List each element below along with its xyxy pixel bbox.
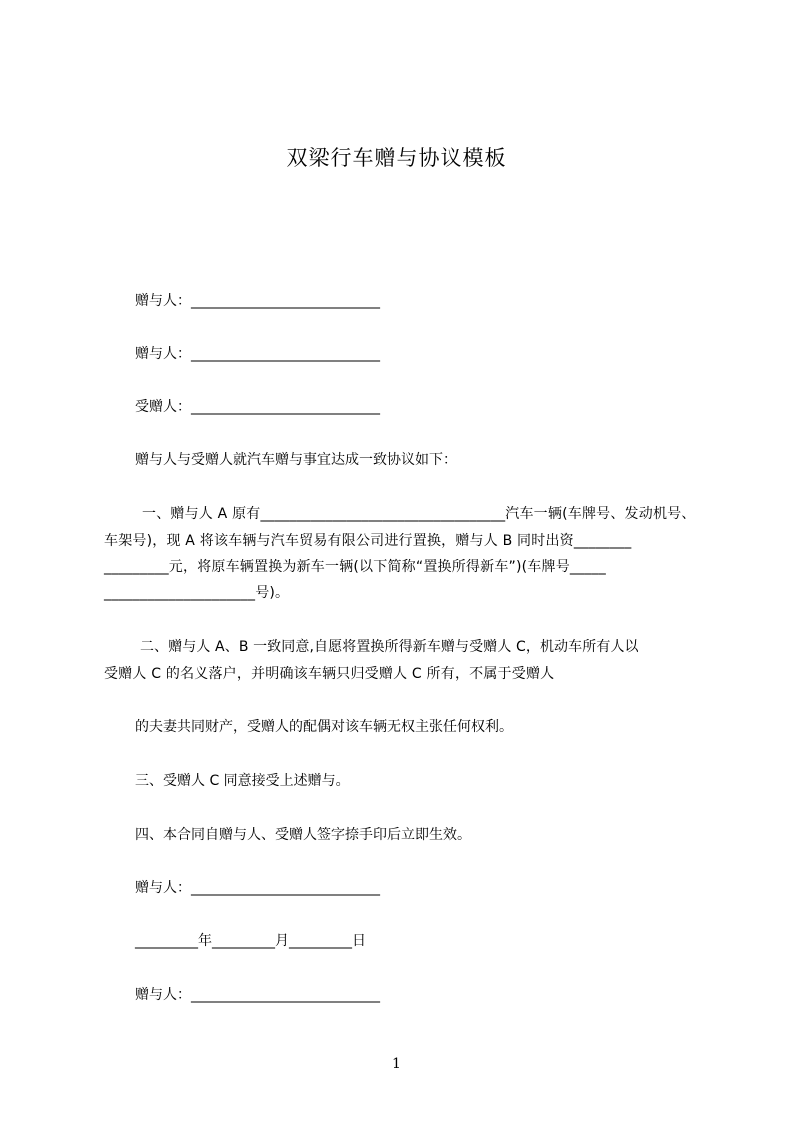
document-title: 双梁行车赠与协议模板 bbox=[286, 146, 507, 170]
clause-1-line: 一、赠与人 A 原有__________________________________汽车一辆(车牌号、发动机号、 bbox=[142, 506, 696, 522]
clause-3: 三、受赠人 C 同意接受上述赠与。 bbox=[135, 773, 350, 789]
donor-line: 赠与人：___________________________ bbox=[135, 346, 380, 362]
clause-2-line: 受赠人 C 的名义落户，并明确该车辆只归受赠人 C 所有，不属于受赠人 bbox=[104, 666, 555, 682]
donee-line: 受赠人：___________________________ bbox=[135, 399, 380, 415]
agreement-intro: 赠与人与受赠人就汽车赠与事宜达成一致协议如下： bbox=[135, 452, 457, 468]
clause-2-line: 二、赠与人 A、B 一致同意,自愿将置换所得新车赠与受赠人 C，机动车所有人以 bbox=[140, 639, 639, 655]
page-number: 1 bbox=[392, 1056, 401, 1072]
clause-4: 四、本合同自赠与人、受赠人签字捺手印后立即生效。 bbox=[135, 827, 471, 843]
signature-donor-line: 赠与人：___________________________ bbox=[135, 880, 380, 896]
clause-2-line: 的夫妻共同财产，受赠人的配偶对该车辆无权主张任何权利。 bbox=[135, 719, 513, 735]
clause-1-line: _____________________号)。 bbox=[104, 585, 290, 601]
donor-line: 赠与人：___________________________ bbox=[135, 293, 380, 309]
clause-1-line: 车架号)，现 A 将该车辆与汽车贸易有限公司进行置换，赠与人 B 同时出资________ bbox=[104, 533, 632, 549]
clause-1-line: _________元，将原车辆置换为新车一辆(以下简称“置换所得新车”)(车牌号_____ bbox=[104, 559, 606, 575]
date-line: _________年_________月_________日 bbox=[135, 933, 366, 949]
signature-donor-line: 赠与人：___________________________ bbox=[135, 987, 380, 1003]
